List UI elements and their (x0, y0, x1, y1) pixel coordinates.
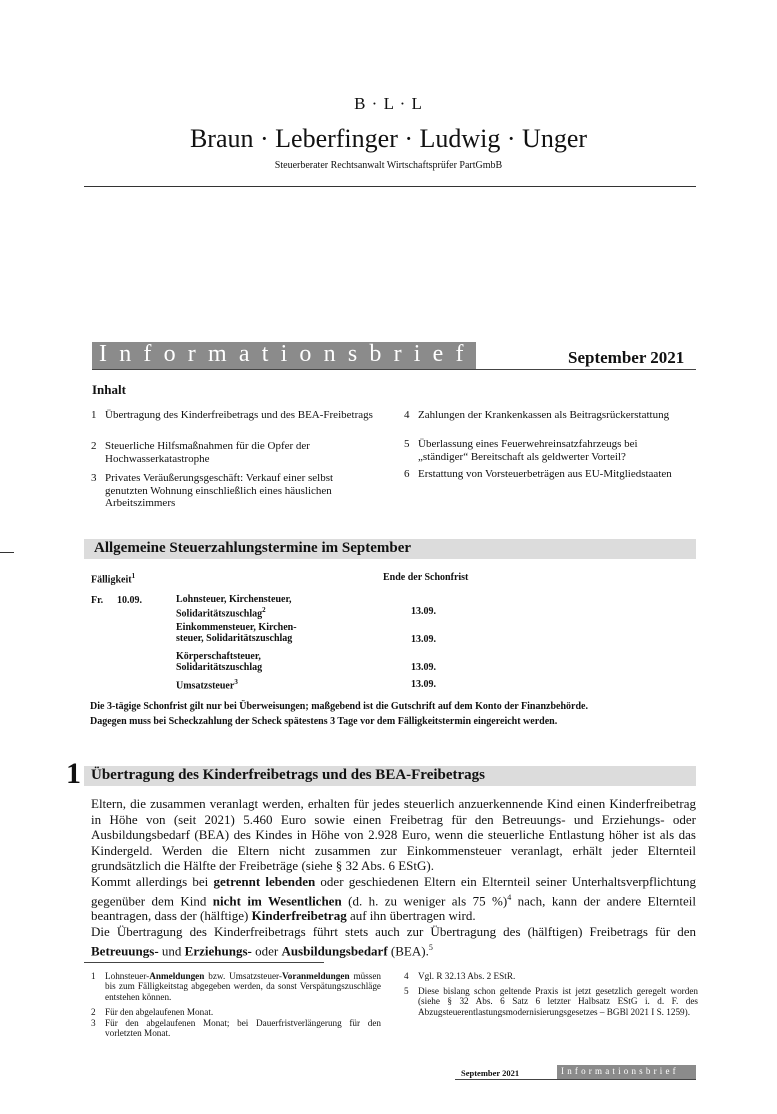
grace-date: 13.09. (411, 662, 436, 673)
toc-number: 1 (91, 409, 97, 421)
footnote-divider (84, 962, 324, 963)
toc-text: Übertragung des Kinderfreibetrags und des BEA-Freibetrags (105, 409, 373, 421)
toc-text: Zahlungen der Krankenkassen als Beitragsrückerstattung (418, 409, 670, 421)
grace-date: 13.09. (411, 634, 436, 645)
banner-underline (92, 369, 696, 370)
letterhead-divider (84, 186, 696, 187)
banner-title: Informationsbrief (99, 341, 476, 367)
toc-text: Erstattung von Vorsteuerbeträgen aus EU-Mitgliedstaaten (418, 468, 672, 480)
tax-row: Lohnsteuer, Kirchensteuer, Solidaritätszuschlag$^2$ (176, 594, 292, 620)
toc-text: Überlassung eines Feuerwehreinsatzfahrzeugs bei „ständiger“ Bereitschaft als geldwerter Vorteil? (418, 438, 638, 463)
footnote-1: 1 Lohnsteuer-Anmeldungen bzw. Umsatzsteuer-Voranmeldungen müssen bis zum Fälligkeitstag abgegeben werden, da sonst Verspätungszuschläge entstehen können. (91, 971, 381, 1002)
toc-item-6[interactable] (404, 468, 694, 496)
article-paragraph-1: Eltern, die zusammen veranlagt werden, erhalten für jedes steuerlich anzuerkennende Kind einen Kinderfreibetrag in Höhe von (seit 2021) 5.460 Euro sowie einen Freibetrag für den Betreuungs- und Erziehungs- oder Ausbildungsbedarf (BEA) des Kindes in Höhe von 2.928 Euro, wenn die steuerliche Entlastung höher ist als das Kindergeld. Werden die Eltern nicht zusammen zur Einkommensteuer veranlagt, erhält jeder Elternteil grundsätzlich die Hälfte der Freibeträge (siehe § 32 Abs. 6 EStG). (91, 796, 696, 874)
footer-underline (455, 1079, 696, 1080)
due-date: 10.09. (117, 595, 142, 606)
footer-month: September 2021 (461, 1068, 520, 1078)
issue-month: September 2021 (568, 348, 685, 367)
toc-text: Privates Veräußerungsgeschäft: Verkauf einer selbst genutzten Wohnung einschließlich eines häuslichen Arbeitszimmers (105, 472, 334, 509)
tax-row: Einkommensteuer, Kirchen- steuer, Solidaritätszuschlag (176, 622, 297, 644)
toc-number: 2 (91, 440, 97, 452)
toc-item-5[interactable] (404, 438, 694, 466)
article-number: 1 (66, 757, 81, 790)
toc-item-3[interactable] (91, 472, 381, 512)
grace-column-header: Ende der Schonfrist (383, 572, 469, 583)
tax-dates-heading: Allgemeine Steuerzahlungstermine im September (94, 540, 412, 556)
firm-subtitle: Steuerberater Rechtsanwalt Wirtschaftsprüfer PartGmbB (274, 160, 503, 171)
grace-note-2: Dagegen muss bei Scheckzahlung der Scheck spätestens 3 Tage vor dem Fälligkeitstermin eingereicht werden. (90, 716, 558, 727)
article-body (91, 796, 696, 959)
tax-row: Körperschaftsteuer, Solidaritätszuschlag (176, 651, 263, 673)
article-paragraph-3: Die Übertragung des Kinderfreibetrags führt stets auch zur Übertragung des (hälftigen) Freibetrags für den Betreuungs- und Erziehungs- oder Ausbildungsbedarf (BEA).$^5$ (91, 924, 696, 958)
toc-item-4[interactable] (404, 409, 694, 437)
footer-banner-title: Informationsbrief (561, 1066, 679, 1076)
tax-row: Umsatzsteuer$^3$ (176, 678, 238, 692)
fold-mark (0, 552, 14, 553)
footnote-5: 5 Diese bislang schon geltende Praxis ist jetzt gesetzlich geregelt worden (siehe § 32 Abs. 6 Satz 6 letzter Halbsatz EStG i. d. F. des Abzugsteuerentlastungsmodernisierungsgesetzes – BGBl 2021 I S. 1259). (404, 986, 698, 1017)
due-day: Fr. (91, 595, 104, 606)
contents-heading: Inhalt (92, 382, 126, 397)
toc-item-2[interactable] (91, 440, 381, 468)
grace-note-1: Die 3-tägige Schonfrist gilt nur bei Überweisungen; maßgebend ist die Gutschrift auf dem Konto der Finanzbehörde. (90, 701, 588, 712)
footnote-3: 3 Für den abgelaufenen Monat; bei Dauerfristverlängerung für den vorletzten Monat. (91, 1018, 381, 1039)
toc-item-1[interactable] (91, 409, 381, 437)
firm-initials: B · L · L (354, 94, 423, 113)
toc-number: 5 (404, 438, 410, 450)
toc-text: Steuerliche Hilfsmaßnahmen für die Opfer der Hochwasserkatastrophe (105, 440, 310, 465)
footnote-4: 4 Vgl. R 32.13 Abs. 2 EStR. (404, 971, 516, 981)
firm-name: Braun · Leberfinger · Ludwig · Unger (189, 124, 588, 153)
article-paragraph-2: Kommt allerdings bei getrennt lebenden oder geschiedenen Eltern ein Elternteil seiner Unterhaltsverpflichtung gegenüber dem Kind nicht im Wesentlichen (d. h. zu weniger als 75 %)$^4$ nach, kann der andere Elternteil beantragen, dass der (hälftige) Kinderfreibetrag auf ihn übertragen wird. (91, 873, 696, 924)
toc-number: 3 (91, 472, 97, 484)
footnote-2: 2 Für den abgelaufenen Monat. (91, 1007, 214, 1017)
toc-number: 6 (404, 468, 410, 480)
toc-number: 4 (404, 409, 410, 421)
due-column-header: Fälligkeit$^1$ (91, 572, 136, 586)
article-heading: Übertragung des Kinderfreibetrags und des BEA-Freibetrags (91, 767, 486, 783)
grace-date: 13.09. (411, 606, 436, 617)
grace-date: 13.09. (411, 679, 436, 690)
